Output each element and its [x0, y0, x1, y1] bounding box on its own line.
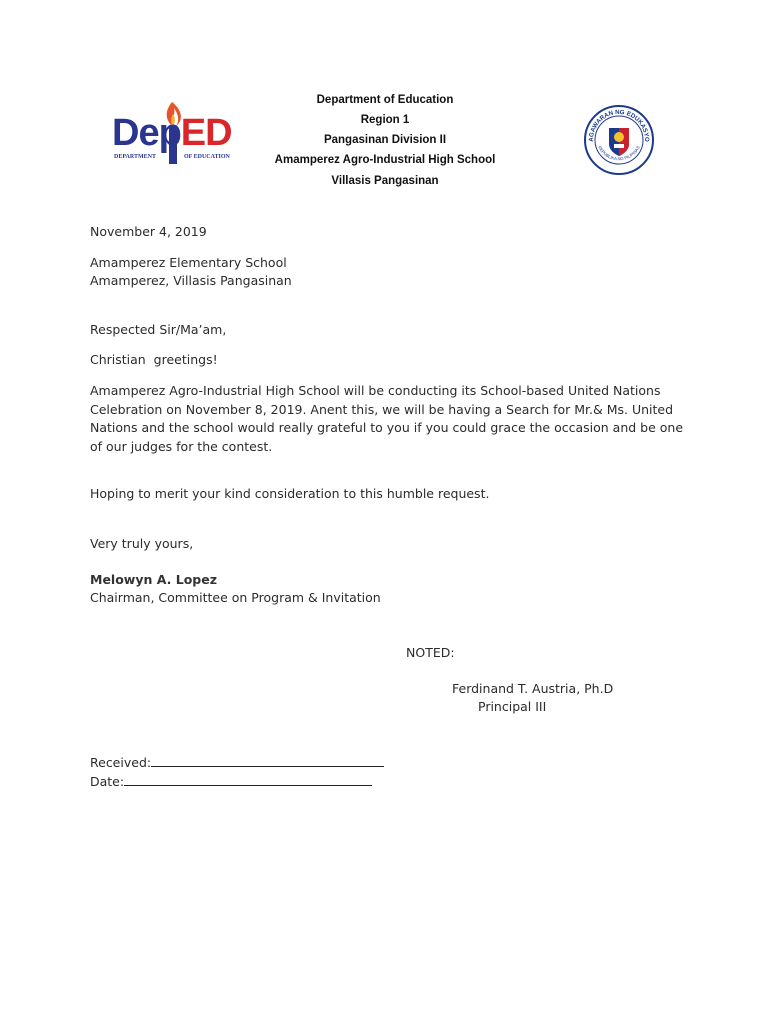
deped-caption-left: DEPARTMENT — [114, 154, 157, 160]
signatory-name: Melowyn A. Lopez — [90, 572, 217, 587]
header-location: Villasis Pangasinan — [331, 175, 439, 187]
date-row — [90, 773, 372, 789]
principal-title: Principal III — [478, 699, 547, 714]
received-signature-line[interactable] — [151, 754, 384, 767]
seal-bottom-text: REPUBLIKA NG PILIPINAS — [597, 145, 641, 162]
signatory-title: Chairman, Committee on Program & Invitation — [90, 590, 381, 605]
header-department: Department of Education — [316, 94, 454, 106]
seal-emblem-icon — [583, 104, 655, 176]
date-signature-line[interactable] — [124, 773, 372, 786]
header-division: Pangasinan Division II — [323, 134, 447, 146]
received-label: Received: — [90, 755, 152, 770]
noted-label: NOTED: — [406, 645, 455, 660]
salutation: Respected Sir/Ma’am, — [90, 322, 227, 337]
header-school: Amamperez Agro-Industrial High School — [274, 154, 496, 166]
deped-word-ed: ED — [180, 112, 232, 154]
greeting: Christian greetings! — [90, 352, 218, 367]
letter-date: November 4, 2019 — [90, 224, 207, 239]
header-region: Region 1 — [360, 114, 410, 126]
recipient-line2: Amamperez, Villasis Pangasinan — [90, 273, 292, 288]
complimentary-close: Very truly yours, — [90, 536, 194, 551]
recipient-line1: Amamperez Elementary School — [90, 255, 287, 270]
principal-name: Ferdinand T. Austria, Ph.D — [452, 681, 614, 696]
closing-request: Hoping to merit your kind consideration to this humble request. — [90, 486, 490, 501]
deped-logo — [112, 98, 242, 168]
deped-caption-right: OF EDUCATION — [184, 154, 230, 160]
deped-word-dep: Dep — [112, 112, 181, 154]
body-paragraph: Amamperez Agro-Industrial High School will be conducting its School-based United Nations Celebration on November 8, 2019. Anent this, we will be having a Search for Mr.& Ms. United Nations and the school would really grateful to you if you could grace the occasion and be one of our judges for the contest. — [90, 383, 684, 454]
seal-ring-text: AGAWARAN NG EDUKASYO — [587, 108, 651, 142]
deped-seal — [583, 104, 655, 176]
received-row — [90, 754, 384, 770]
date-label: Date: — [90, 774, 125, 789]
